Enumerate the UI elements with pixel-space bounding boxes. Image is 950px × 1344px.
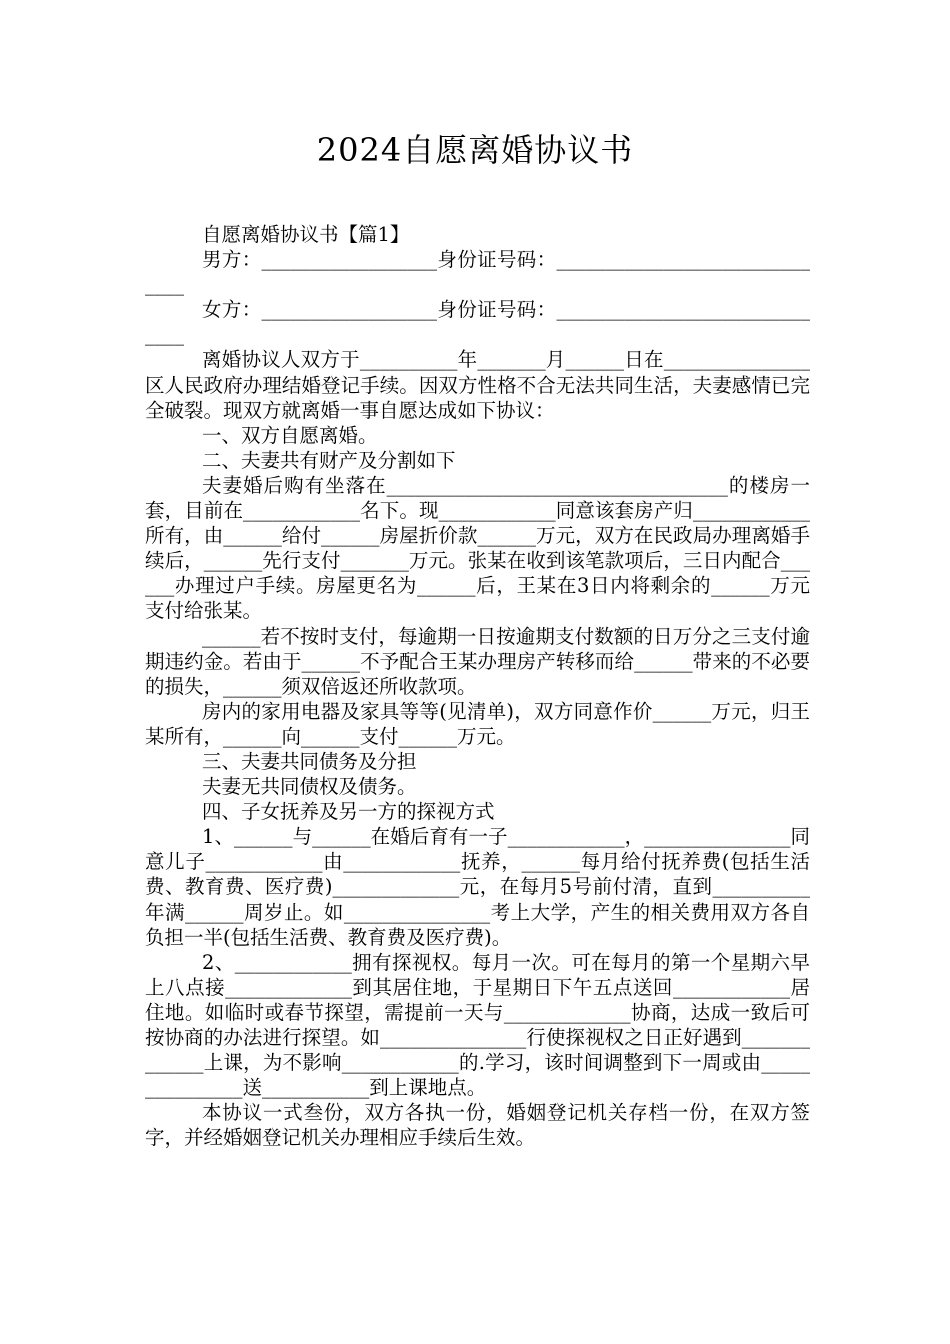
male-party-line: 男方：__________________身份证号码：______________________________ bbox=[145, 248, 810, 297]
paragraph: 1、______与______在婚后育有一子____________，_______________同意儿子____________由____________抚养，______每月给付抚养费(包括生活费、教育费、医疗费)_____________元，在每月5号前付清，直到__________年满______周岁止。如_______________考上大学，产生的相关费用双方各自负担一半(包括生活费、教育费及医疗费)。 bbox=[145, 825, 810, 949]
clause-heading: 四、子女抚养及另一方的探视方式 bbox=[202, 800, 495, 824]
document-body bbox=[145, 222, 810, 1150]
paragraph: 夫妻婚后购有坐落在___________________________________的楼房一套，目前在____________名下。现____________同意该套房产归____________所有，由______给付______房屋折价款______万元，双方在民政局办理离婚手续后，______先行支付_______万元。张某在收到该笔款项后，三日内配合______办理过户手续。房屋更名为______后，王某在3日内将剩余的______万元支付给张某。 bbox=[145, 473, 810, 623]
document-title: 2024自愿离婚协议书 bbox=[316, 131, 634, 169]
clause-heading: 三、夫妻共同债务及分担 bbox=[202, 749, 417, 773]
paragraph: 本协议一式叁份，双方各执一份，婚姻登记机关存档一份，在双方签字，并经婚姻登记机关办理相应手续后生效。 bbox=[145, 1101, 810, 1150]
clause-heading: 一、双方自愿离婚。 bbox=[202, 423, 378, 447]
paragraph: 房内的家用电器及家具等等(见清单)，双方同意作价______万元，归王某所有，______向______支付______万元。 bbox=[145, 699, 810, 748]
paragraph: 夫妻无共同债权及债务。 bbox=[202, 775, 417, 799]
clause-heading: 二、夫妻共有财产及分割如下 bbox=[202, 448, 456, 472]
paragraph: 离婚协议人双方于__________年_______月______日在_______________区人民政府办理结婚登记手续。因双方性格不合无法共同生活，夫妻感情已完全破裂。现双方就离婚一事自愿达成如下协议： bbox=[145, 348, 810, 422]
paragraph: ______若不按时支付，每逾期一日按逾期支付数额的日万分之三支付逾期违约金。若由于______不予配合王某办理房产转移而给______带来的不必要的损失，______须双倍返还所收款项。 bbox=[145, 624, 810, 698]
female-party-line: 女方：__________________身份证号码：______________________________ bbox=[145, 298, 810, 347]
section-heading: 自愿离婚协议书【篇1】 bbox=[202, 223, 410, 246]
paragraph: 2、____________拥有探视权。每月一次。可在每月的第一个星期六早上八点接_____________到其居住地，于星期日下午五点送回____________居住地。如临时或春节探望，需提前一天与_____________协商，达成一致后可按协商的办法进行探望。如_______________行使探视权之日正好遇到_____________上课，为不影响____________的.学习，该时间调整到下一周或由_______________送___________到上课地点。 bbox=[145, 950, 810, 1100]
